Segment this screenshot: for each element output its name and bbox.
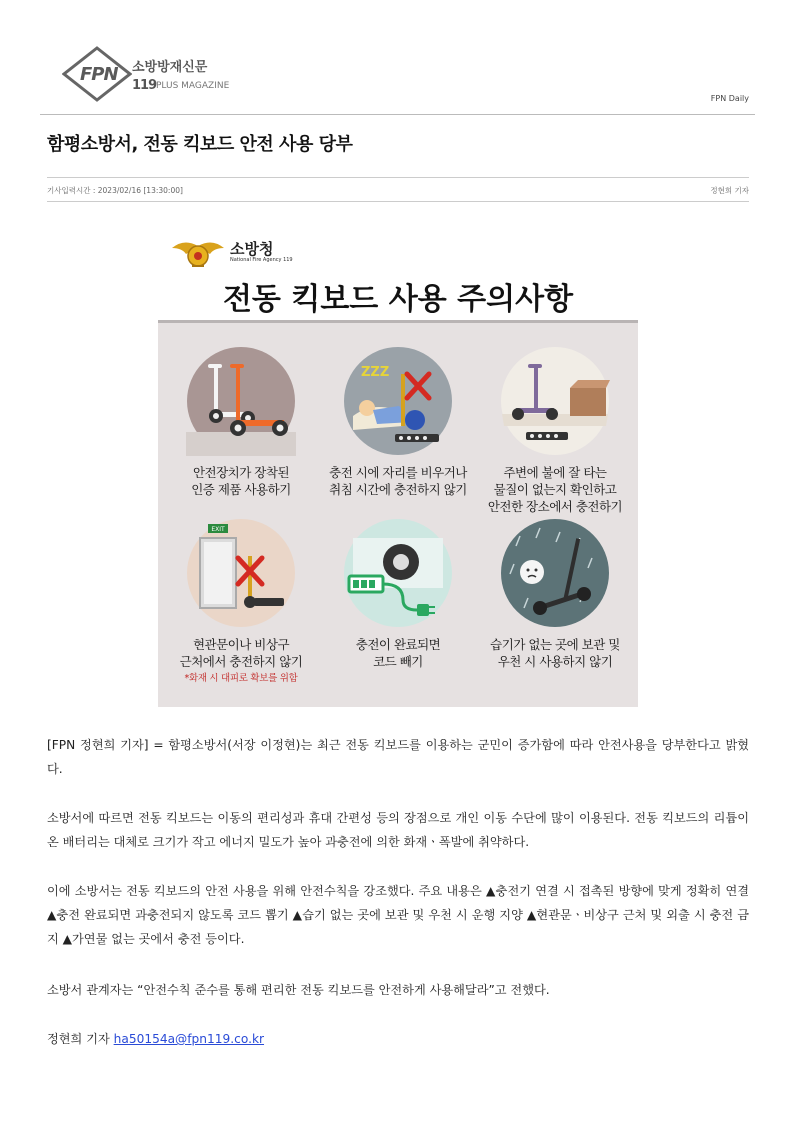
agency-name: 소방청: [230, 240, 274, 258]
poster-title: 전동 킥보드 사용 주의사항: [222, 282, 574, 317]
poster-body: [158, 320, 638, 707]
article-headline: 함평소방서, 전동 킥보드 안전 사용 당부: [47, 134, 353, 155]
fire-agency-emblem-icon: [170, 234, 226, 270]
logo-fpn-text: FPN: [80, 64, 118, 85]
certified-scooter-icon: [186, 346, 296, 456]
rain-scooter-icon: [500, 518, 610, 628]
tip-avoid-moisture: [480, 518, 630, 670]
poster-header: [158, 222, 638, 320]
tip-unplug-when-done: [323, 518, 473, 670]
tip-text: 현관문이나 비상구 근처에서 충전하지 않기: [179, 637, 303, 669]
divider: [40, 114, 755, 115]
paragraph-3: 이에 소방서는 전동 킥보드의 안전 사용을 위해 안전수칙을 강조했다. 주요 내용은 ▲충전기 연결 시 접촉된 방향에 맞게 정확히 연결 ▲충전 완료되면 과충전되지 않도록 코드 뽑기 ▲습기 없는 곳에 보관 및 우천 시 운행 지양 ▲현관문ㆍ비상구 근처 및 외출 시 충전 금지 ▲가연물 없는 곳에서 충전 등이다.: [47, 884, 749, 946]
tip-text: 주변에 불에 잘 타는 물질이 없는지 확인하고 안전한 장소에서 충전하기: [487, 465, 623, 514]
article-reporter: 정현희 기자: [710, 186, 749, 195]
tip-not-near-exit: [166, 518, 316, 684]
svg-text:EXIT: EXIT: [211, 526, 225, 533]
agency-english-name: National Fire Agency 119: [230, 257, 293, 263]
logo-newspaper-name: 소방방재신문: [132, 60, 208, 75]
fpn-logo[interactable]: [62, 46, 242, 102]
tip-note: *화재 시 대피로 확보를 위함: [184, 673, 298, 684]
tip-text: 충전이 완료되면 코드 빼기: [355, 637, 441, 669]
byline-name: 정현희 기자: [47, 1032, 110, 1046]
divider: [47, 201, 749, 202]
tip-certified-product: [166, 346, 316, 498]
tip-text: 충전 시에 자리를 비우거나 취침 시간에 충전하지 않기: [329, 465, 467, 497]
divider: [47, 177, 749, 178]
logo-119: 119: [132, 78, 157, 93]
logo-plus-magazine: PLUS MAGAZINE: [156, 81, 230, 91]
article-date: 기사입력시간 : 2023/02/16 [13:30:00]: [47, 186, 183, 195]
article-paragraph: [47, 879, 749, 951]
safety-infographic: [158, 222, 638, 707]
tip-no-unattended-charging: [323, 346, 473, 498]
tip-text: 습기가 없는 곳에 보관 및 우천 시 사용하지 않기: [490, 637, 620, 669]
tip-safe-charging-place: [480, 346, 630, 515]
article-paragraph: [47, 806, 749, 854]
svg-text:ZZZ: ZZZ: [361, 365, 390, 380]
exit-door-charge-icon: [186, 518, 296, 628]
fpn-daily-label: FPN Daily: [710, 94, 749, 103]
byline: [47, 1027, 749, 1051]
unplug-cord-icon: [343, 518, 453, 628]
article-paragraph: [47, 733, 749, 781]
paragraph-2: 소방서에 따르면 전동 킥보드는 이동의 편리성과 휴대 간편성 등의 장점으로 개인 이동 수단에 많이 이용된다. 전동 킥보드의 리튬이온 배터리는 대체로 크기가 작고 에너지 밀도가 높아 과충전에 의한 화재ㆍ폭발에 취약하다.: [47, 811, 749, 849]
combustible-check-icon: [500, 346, 610, 456]
sleeping-charge-icon: [343, 346, 453, 456]
byline-email-link[interactable]: ha50154a@fpn119.co.kr: [113, 1032, 265, 1046]
divider: [158, 320, 638, 323]
paragraph-1: [FPN 정현희 기자] = 함평소방서(서장 이정현)는 최근 전동 킥보드를 이용하는 군민이 증가함에 따라 안전사용을 당부한다고 밝혔다.: [47, 738, 749, 776]
article-paragraph: [47, 978, 749, 1002]
paragraph-4: 소방서 관계자는 “안전수칙 준수를 통해 편리한 전동 킥보드를 안전하게 사용해달라”고 전했다.: [47, 983, 550, 997]
tip-text: 안전장치가 장착된 인증 제품 사용하기: [191, 465, 291, 497]
